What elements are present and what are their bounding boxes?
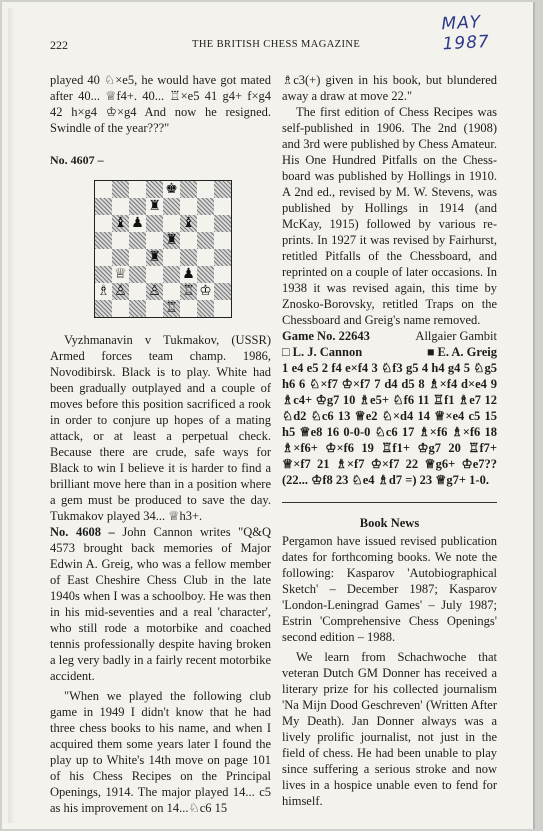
board-square <box>95 198 112 215</box>
board-square <box>214 232 231 249</box>
book-news-title: Book News <box>359 516 420 530</box>
left-paragraph-4: "When we played the following club game in 1949 I didn't know that he had three chess books to his name, and when I acquired them some years later I found the play up to White's 14th move on page 101 of his Chess Recipes on the Principal Openings, 1914. The major played 14... c5 as his improvement on 14...♘c6 15 <box>50 689 271 815</box>
board-square <box>112 300 129 317</box>
right-paragraph-1: ♗c3(+) given in his book, but blundered away a draw at move 22." <box>282 73 497 103</box>
board-square <box>214 215 231 232</box>
game-header <box>282 328 497 344</box>
problem-4608-paragraph <box>50 524 271 684</box>
chess-piece: ♝ <box>114 215 127 231</box>
chess-diagram <box>94 180 232 318</box>
board-square <box>129 283 146 300</box>
board-square <box>180 300 197 317</box>
board-square <box>95 300 112 317</box>
chess-piece: ♟ <box>182 266 195 282</box>
board-square <box>129 198 146 215</box>
board-square <box>129 300 146 317</box>
board-square <box>163 283 180 300</box>
board-square <box>129 249 146 266</box>
board-square <box>95 181 112 198</box>
game-moves: 1 e4 e5 2 f4 e×f4 3 ♘f3 g5 4 h4 g4 5 ♘g5 h6 6 ♘×f7 ♔×f7 7 d4 d5 8 ♗×f4 d×e4 9 ♗c4+ ♔g7 10 ♗e5+ ♘f6 11 ♖f1 ♗e7 12 ♘d2 ♘c6 13 ♕e2 ♘×d4 14 ♕×e4 c5 15 h5 ♕e8 16 0-0-0 ♘c6 17 ♗×f6 ♗×f6 18 ♗×f6+ ♔×f6 19 ♖f1+ ♔g7 20 ♖f7+ ♕×f7 21 ♗×f7 ♔×f7 22 ♕g6+ ♔e7?? (22... ♔f8 23 ♘e4 ♗d7 =) 23 ♕g7+ 1-0. <box>282 361 497 487</box>
left-paragraph-3: John Cannon writes "Q&Q 4573 brought back memories of Major Edwin A. Greig, who was a fellow member of East Cheshire Chess Club in the late 1940s when I was a schoolboy. He was then in his mid-seventies and a real 'character', who still rode a motorbike and coached tennis professionally despite having broken a leg very badly in a fairly recent motorbike accident. <box>50 525 272 683</box>
board-square <box>112 181 129 198</box>
board-square <box>163 266 180 283</box>
chess-piece: ♙ <box>148 283 161 299</box>
left-column <box>50 72 271 816</box>
board-square <box>95 249 112 266</box>
right-paragraph-4: We learn from Schachwoche that veteran Dutch GM Donner has received a literary prize for his collected journalism 'Na Mijn Dood Geschreven' (Written After My Death). Jan Donner always was a lively prolific journalist, not just in the field of chess. He had been unable to play since suffering a serious stroke and now lives in a hospice unable even to fend for himself. <box>282 650 497 808</box>
board-square <box>129 232 146 249</box>
page-number: 222 <box>50 38 68 52</box>
right-paragraph-2: The first edition of Chess Recipes was self-published in 1906. The 2nd (1908) and 3rd were published by Chess Amateur. His One Hundred Pitfalls on the Chess-board was published by Hollings in 1910. A 2nd ed., revised by M. W. Stevens, was published by Hollings in 1914 (and McKay, 1915) followed by various re-prints. In 1927 it was revised by Fairhurst, retitled Pitfalls of the Chessboard, and reprinted on a couple of later occasions. In 1938 it was revised again, this time by Znosko-Borovsky, retitled Traps on the Chessboard and Greig's name removed. <box>282 105 497 327</box>
left-paragraph-2: Vyzhmanavin v Tukmakov, (USSR) Armed forces team champ. 1986, Novodibirsk. Black is to play. White had been gradually outplayed and a couple of moves before this position sacrificed a rook in order to conjure up hopes of a mating attack, or at least a perpetual check. Because there are crude, safe ways for Black to win I believe it is harder to find a brilliant move here than in a position where a gem must be produced to save the day. Tukmakov played 34... ♕h3+. <box>50 333 271 523</box>
board-square <box>146 232 163 249</box>
board-square <box>146 266 163 283</box>
board-square <box>112 232 129 249</box>
board-square <box>197 198 214 215</box>
board-square <box>163 198 180 215</box>
board-square <box>197 181 214 198</box>
game-number: Game No. 22643 <box>282 329 370 343</box>
chess-piece: ♜ <box>148 198 161 214</box>
chess-piece: ♟ <box>131 215 144 231</box>
board-square <box>180 181 197 198</box>
chess-piece: ♚ <box>165 181 178 197</box>
board-square <box>146 181 163 198</box>
board-square <box>180 249 197 266</box>
players-line <box>282 344 497 360</box>
chess-piece: ♖ <box>165 300 178 316</box>
chess-piece: ♕ <box>114 266 127 282</box>
chess-piece: ♙ <box>114 283 127 299</box>
board-square <box>95 232 112 249</box>
board-square <box>214 300 231 317</box>
chess-piece: ♜ <box>148 249 161 265</box>
left-paragraph-1: played 40 ♘×e5, he would have got mated after 40... ♕f4+. 40... ♖×e5 41 g4+ f×g4 42 h×g4 ♔×g4 And now he resigned. Swindle of the year???" <box>50 73 271 135</box>
chess-piece: ♖ <box>182 283 195 299</box>
problem-4607-heading: No. 4607 – <box>50 153 104 167</box>
board-square <box>163 249 180 266</box>
board-square <box>112 249 129 266</box>
board-square <box>197 215 214 232</box>
chess-piece: ♜ <box>165 232 178 248</box>
handwritten-date-note: MAY 1987 <box>441 12 491 55</box>
board-square <box>146 300 163 317</box>
board-square <box>95 215 112 232</box>
board-square <box>146 215 163 232</box>
magazine-page <box>2 2 533 829</box>
board-square <box>129 266 146 283</box>
white-player: □ L. J. Cannon <box>282 345 363 359</box>
board-square <box>197 232 214 249</box>
board-square <box>163 215 180 232</box>
board-square <box>197 249 214 266</box>
right-paragraph-3: Pergamon have issued revised publication dates for forthcoming books. We note the following: Kasparov 'Autobiographical Sketch' – December 1987; Kasparov 'London-Leningrad Games' – July 1987; Estrin 'Comprehensive Chess Openings' second edition – 1988. <box>282 534 497 644</box>
opening-name: Allgaier Gambit <box>415 329 497 343</box>
chess-piece: ♝ <box>182 215 195 231</box>
chess-piece: ♗ <box>97 283 110 299</box>
board-square <box>214 249 231 266</box>
board-square <box>197 300 214 317</box>
board-square <box>214 266 231 283</box>
board-square <box>95 266 112 283</box>
chess-piece: ♔ <box>199 283 212 299</box>
board-square <box>180 198 197 215</box>
board-square <box>129 181 146 198</box>
black-player: ■ E. A. Greig <box>426 345 497 359</box>
board-square <box>180 232 197 249</box>
board-square <box>214 283 231 300</box>
board-square <box>214 181 231 198</box>
board-square <box>197 266 214 283</box>
running-head: THE BRITISH CHESS MAGAZINE <box>192 39 361 50</box>
right-column <box>282 72 497 809</box>
section-divider <box>282 502 497 503</box>
board-square <box>112 198 129 215</box>
problem-4608-heading: No. 4608 – <box>50 525 115 539</box>
board-square <box>214 198 231 215</box>
